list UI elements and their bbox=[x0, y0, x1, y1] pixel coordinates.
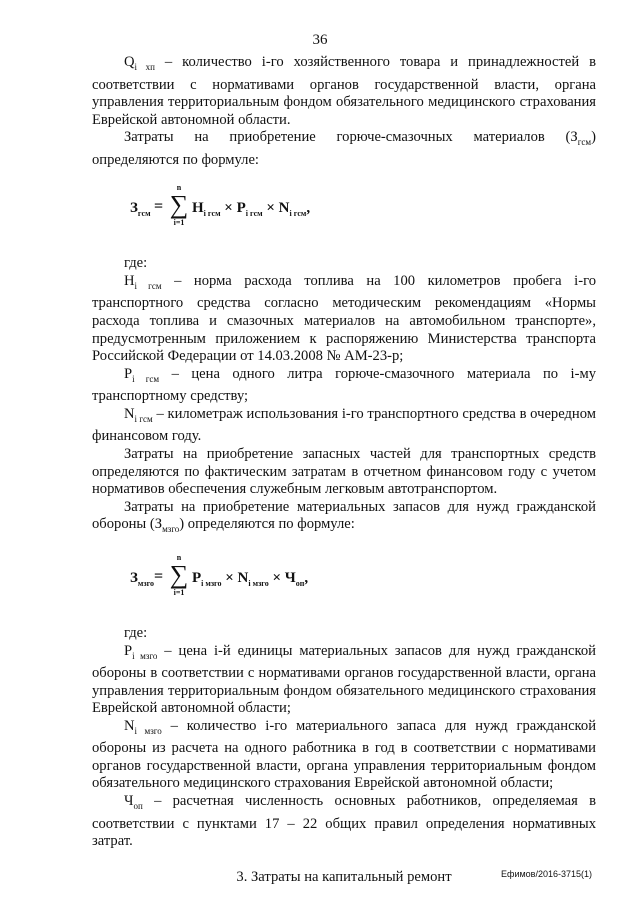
paragraph-ch-definition: $Ч_{оп}$ – расчетная численность основных работников, определяемая в соответствии с пунктами 17 – 22 общих правил определения нормативных затрат. bbox=[92, 793, 596, 850]
section-heading: 3. Затраты на капитальный ремонт bbox=[236, 868, 452, 885]
q-symbol: Q bbox=[124, 54, 135, 70]
q-subscript: i хп bbox=[134, 61, 155, 72]
fuel-intro-text: Затраты на приобретение горюче-смазочных материалов (З bbox=[124, 129, 578, 146]
formula-rhs: $H_{i гсм} \times P_{i гсм} \times N_{i гсм}$, bbox=[192, 200, 311, 219]
paragraph-q-definition bbox=[92, 54, 596, 129]
footer-reference: Ефимов/2016-3715(1) bbox=[501, 869, 592, 879]
formula-fuel bbox=[92, 177, 596, 243]
paragraph-fuel-intro bbox=[92, 129, 596, 169]
formula-civil-defense bbox=[92, 547, 596, 613]
fuel-intro-tail: ) определяются по формуле: bbox=[92, 129, 596, 168]
paragraph-n-definition: $N_{i гсм}$ – километраж использования i-го транспортного средства в очередном финансовом году. bbox=[92, 405, 596, 445]
page-number: 36 bbox=[312, 32, 328, 48]
sum-symbol: n ∑ i=1 bbox=[169, 183, 189, 228]
formula-equals: = bbox=[154, 198, 164, 216]
paragraph-nm-definition: $N_{i мзго}$ – количество i-го материального запаса для нужд гражданской обороны из расчета на одного работника в год в соответствии с нормативами органов государственной власти, органа управления территориальным фондом обязательного медицинского страхования Еврейской автономной области; bbox=[92, 717, 596, 792]
formula-rhs: $P_{i мзго} \times N_{i мзго} \times Ч_{оп}$, bbox=[192, 569, 309, 588]
paragraph-spare-parts: Затраты на приобретение запасных частей для транспортных средств определяются по фактическим затратам в отчетном финансовом году с учетом нормативов обеспечения служебным легковым автотранспортом. bbox=[92, 446, 596, 498]
paragraph-civil-defense-intro: Затраты на приобретение материальных запасов для нужд гражданской обороны $(З_{мзго})$ определяются по формуле: bbox=[92, 498, 596, 535]
formula-lhs: $З_{гсм}$ bbox=[130, 200, 151, 219]
fuel-intro-sub: гсм bbox=[577, 137, 592, 148]
paragraph-pm-definition: $P_{i мзго}$ – цена i-й единицы материальных запасов для нужд гражданской обороны в соответствии с нормативами органов государственной власти, органа управления территориальным фондом обязательного медицинского страхования Еврейской автономной области; bbox=[92, 642, 596, 717]
where-label-2: где: bbox=[124, 624, 148, 641]
formula-equals: = bbox=[154, 567, 164, 585]
document-body bbox=[92, 54, 596, 886]
paragraph-h-definition: $H_{i гсм}$ – норма расхода топлива на 100 километров пробега i-го транспортного средства согласно методическим рекомендациям «Нормы расхода топлива и смазочных материалов на автомобильном транспорте», предусмотренным приложением к распоряжению Министерства транспорта Российской Федерации от 14.03.2008 № АМ-23-р; bbox=[92, 272, 596, 365]
paragraph-p-definition: $P_{i гсм}$ – цена одного литра горюче-смазочного материала по i-му транспортному средству; bbox=[92, 365, 596, 405]
where-label-1: где: bbox=[124, 255, 148, 272]
q-text: – количество i-го хозяйственного товара и принадлежностей в соответствии с нормативами органов государственной власти, органа управления территориальным фондом обязательного медицинского страхования Еврейской автономной области. bbox=[92, 54, 596, 128]
sum-symbol: n ∑ i=1 bbox=[169, 552, 189, 597]
formula-lhs: $З_{мзго}$ bbox=[130, 569, 155, 588]
